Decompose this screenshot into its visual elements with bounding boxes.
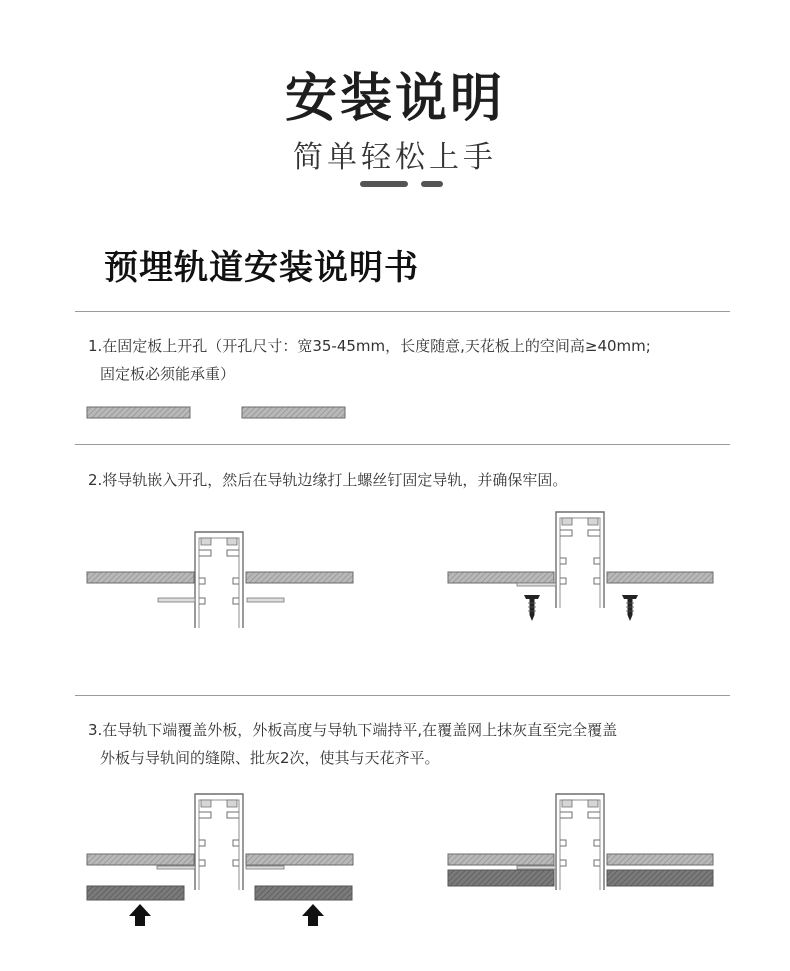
- step-2-line-1: 2.将导轨嵌入开孔，然后在导轨边缘打上螺丝钉固定导轨，并确保牢固。: [88, 471, 568, 489]
- page-title: 安装说明: [284, 69, 505, 129]
- step3-left-board-left: [87, 854, 194, 865]
- step2-left-board-right: [246, 572, 353, 583]
- step2-left-flange-left: [158, 598, 195, 602]
- step3-right-track-profile: [556, 794, 604, 890]
- step2-left-flange-right: [247, 598, 284, 602]
- screw-icon: [524, 595, 540, 621]
- step3-right-outer-panel-left: [448, 870, 554, 886]
- step1-board-left: [87, 407, 190, 418]
- step2-left-board-left: [87, 572, 194, 583]
- step3-left-flange-left: [157, 866, 195, 869]
- step3-left-track-profile: [195, 794, 243, 890]
- section-heading: 预埋轨道安装说明书: [104, 248, 419, 288]
- step2-right-board-left: [448, 572, 554, 583]
- step2-right-flange: [517, 583, 556, 586]
- step-1-line-1: 1.在固定板上开孔（开孔尺寸：宽35-45mm，长度随意,天花板上的空间高≥40mm;: [88, 337, 651, 355]
- step-3-line-2: 外板与导轨间的缝隙、批灰2次，使其与天花齐平。: [100, 749, 440, 767]
- step3-right-outer-panel-right: [607, 870, 713, 886]
- screw-icon: [622, 595, 638, 621]
- step3-left-outer-panel-right: [255, 886, 352, 900]
- step2-right-board-right: [607, 572, 713, 583]
- step1-board-right: [242, 407, 345, 418]
- step3-right-flange: [517, 866, 556, 869]
- step-1-line-2: 固定板必须能承重）: [100, 365, 236, 383]
- up-arrow-icon: [302, 904, 324, 926]
- step3-right-board-left: [448, 854, 554, 865]
- step-3-line-1: 3.在导轨下端覆盖外板，外板高度与导轨下端持平,在覆盖网上抹灰直至完全覆盖: [88, 721, 618, 739]
- step3-left-board-right: [246, 854, 353, 865]
- step2-left-track-profile: [195, 532, 243, 628]
- step3-left-flange-right: [246, 866, 284, 869]
- page-subtitle: 简单轻松上手: [293, 140, 497, 175]
- up-arrow-icon: [129, 904, 151, 926]
- step2-right-track-profile: [556, 512, 604, 608]
- step3-right-board-right: [607, 854, 713, 865]
- step3-left-outer-panel-left: [87, 886, 184, 900]
